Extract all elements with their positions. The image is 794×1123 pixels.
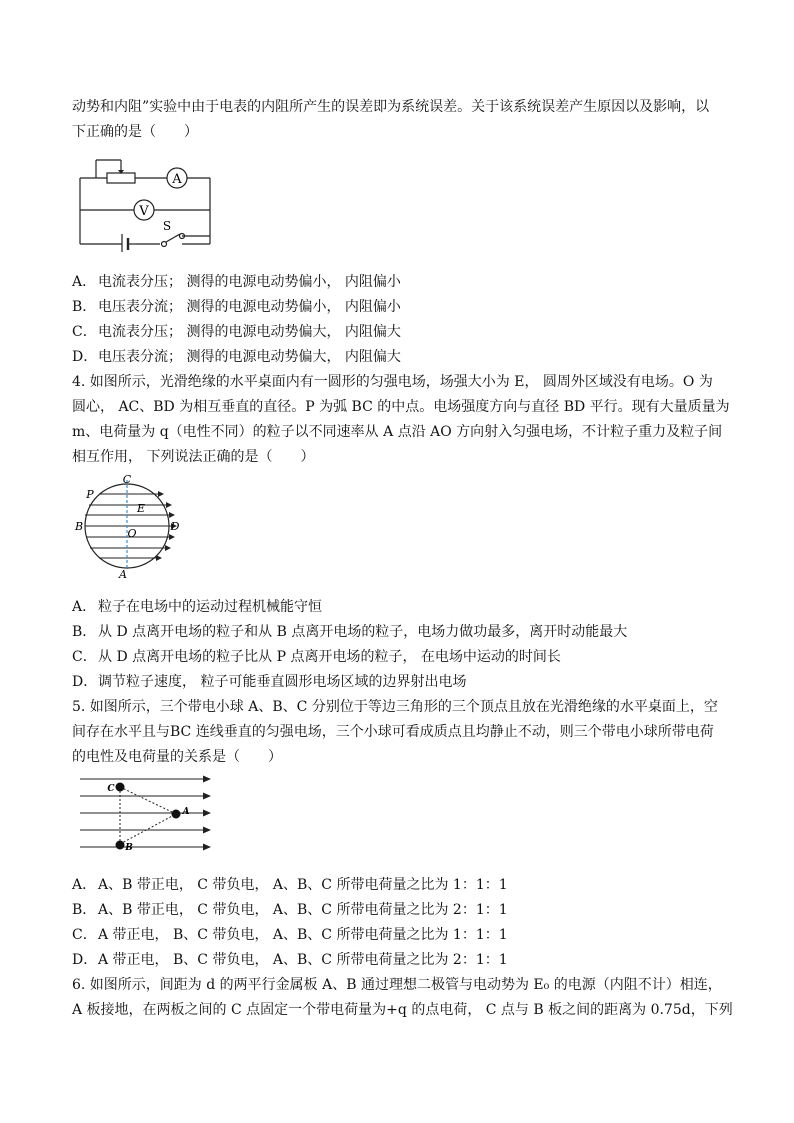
q4-option-c [72,647,561,667]
q3-option-b [72,297,401,317]
q5-triangle-field-diagram [78,774,216,860]
q3-stem-line-2: 下正确的是（ ） [72,124,198,140]
q3-option-a [72,272,401,292]
option-text: A 带正电， B、C 带负电， A、B、C 所带电荷量之比为 2：1：1 [98,952,508,968]
option-text: 电压表分流； 测得的电源电动势偏小， 内阻偏小 [98,299,401,315]
point-b-label: B [74,520,84,533]
ball-c-label: C [107,784,115,794]
option-text: 从 D 点离开电场的粒子和从 B 点离开电场的粒子，电场力做功最多，离开时动能最大 [98,624,628,640]
option-label: A． [72,877,97,893]
q3-option-c [72,322,401,342]
point-a-label: A [119,568,127,581]
q6-stem-line-2: A 板接地，在两板之间的 C 点固定一个带电荷量为+q 的点电荷， C 点与 B 板之间的距离为 0.75d，下列 [72,1002,733,1018]
q5-stem-line-2: 间存在水平且与BC 连线垂直的匀强电场，三个小球可看成质点且均静止不动，则三个带电小球所带电荷 [72,724,714,740]
ball-a-label: A [182,807,190,817]
q4-option-a [72,597,322,617]
option-label: A． [72,599,97,615]
option-label: B． [72,299,97,315]
point-p-label: P [86,488,94,501]
option-label: D． [72,952,98,968]
option-text: 电压表分流； 测得的电源电动势偏大， 内阻偏大 [98,349,401,365]
voltmeter-label: V [139,204,149,219]
q4-stem-line-1: 4. 如图所示，光滑绝缘的水平桌面内有一圆形的匀强电场，场强大小为 E， 圆周外区域没有电场。O 为 [72,374,713,390]
option-label: C． [72,324,97,340]
option-text: 电流表分压； 测得的电源电动势偏大， 内阻偏大 [98,324,401,340]
option-text: 粒子在电场中的运动过程机械能守恒 [98,599,322,615]
option-text: 调节粒子速度， 粒子可能垂直圆形电场区域的边界射出电场 [98,674,467,690]
q5-option-b [72,900,508,920]
option-label: D． [72,349,98,365]
q5-option-c [72,925,508,945]
option-text: A 带正电， B、C 带负电， A、B、C 所带电荷量之比为 1：1：1 [98,927,508,943]
q4-stem-line-4: 相互作用， 下列说法正确的是（ ） [72,449,315,465]
q4-stem-line-2: 圆心， AC、BD 为相互垂直的直径。P 为弧 BC 的中点。电场强度方向与直径 BD 平行。现有大量质量为 [72,399,730,415]
q5-stem-line-1: 5. 如图所示，三个带电小球 A、B、C 分别位于等边三角形的三个顶点且放在光滑绝缘的水平桌面上，空 [72,699,718,715]
point-c-label: C [122,474,132,486]
option-label: D． [72,674,98,690]
option-label: C． [72,927,97,943]
option-text: A、B 带正电， C 带负电， A、B、C 所带电荷量之比为 2：1：1 [98,902,508,918]
option-label: A． [72,274,97,290]
q4-stem-line-3: m、电荷量为 q（电性不同）的粒子以不同速率从 A 点沿 AO 方向射入匀强电场，不计粒子重力及粒子间 [72,424,723,440]
q3-stem-line-1: 动势和内阻”实验中由于电表的内阻所产生的误差即为系统误差。关于该系统误差产生原因以及影响，以 [72,99,710,115]
ammeter-label: A [172,172,182,187]
q3-option-d [72,347,401,367]
switch-label: S [162,219,172,233]
option-text: 电流表分压； 测得的电源电动势偏小， 内阻偏小 [98,274,401,290]
q5-option-d [72,950,508,970]
q3-circuit-diagram [70,152,220,252]
option-text: A、B 带正电， C 带负电， A、B、C 所带电荷量之比为 1：1：1 [98,877,508,893]
q4-option-b [72,622,627,642]
option-label: C． [72,649,97,665]
option-label: B． [72,902,97,918]
center-o-label: O [127,527,137,540]
option-label: B． [72,624,97,640]
field-e-label: E [136,502,146,515]
option-text: 从 D 点离开电场的粒子比从 P 点离开电场的粒子， 在电场中运动的时间长 [98,649,561,665]
q5-option-a [72,875,508,895]
q4-option-d [72,672,466,692]
q6-stem-line-1: 6. 如图所示，间距为 d 的两平行金属板 A、B 通过理想二极管与电动势为 E₀ 的电源（内阻不计）相连， [72,977,722,993]
ball-b-label: B [125,843,133,853]
q4-circular-field-diagram [72,474,184,582]
q5-stem-line-3: 的电性及电荷量的关系是（ ） [72,749,282,765]
point-d-label: D [170,520,180,533]
